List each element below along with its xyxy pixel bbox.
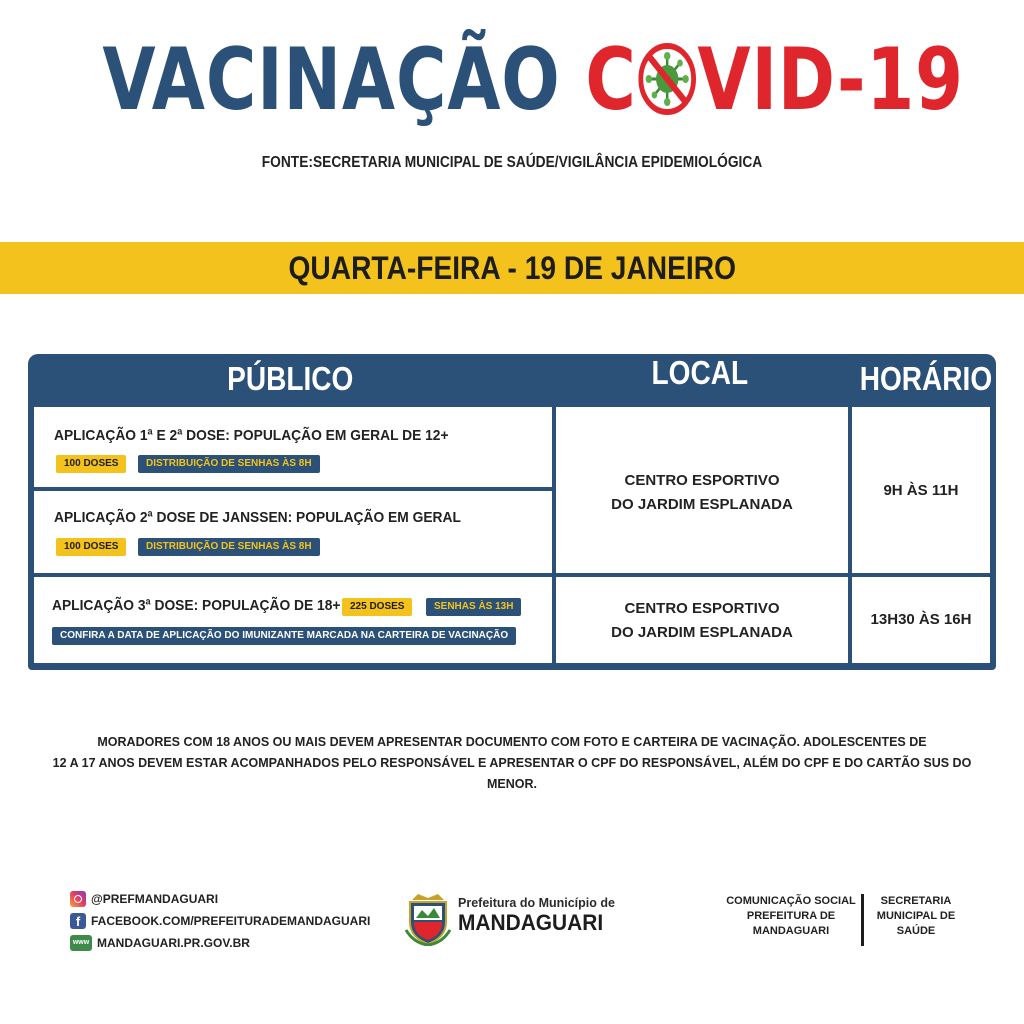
footer-divider bbox=[861, 894, 864, 946]
header-local: LOCAL bbox=[651, 354, 749, 391]
row-label: APLICAÇÃO 2ª DOSE DE JANSSEN: POPULAÇÃO EM GERAL bbox=[54, 509, 461, 526]
horario-text: 9H ÀS 11H bbox=[883, 482, 959, 499]
doses-badge: 100 DOSES bbox=[56, 455, 126, 473]
title-vacinacao: VACINAÇÃO bbox=[102, 30, 561, 130]
social-links bbox=[70, 888, 370, 954]
instagram-link[interactable]: @PREFMANDAGUARI bbox=[70, 888, 370, 910]
title-covid-c: C bbox=[585, 30, 637, 130]
crossed-virus-icon bbox=[638, 43, 696, 115]
row-label: APLICAÇÃO 3ª DOSE: POPULAÇÃO DE 18+ bbox=[52, 597, 341, 614]
facebook-link[interactable]: f FACEBOOK.COM/PREFEITURADEMANDAGUARI bbox=[70, 910, 370, 932]
date-band bbox=[0, 242, 1024, 294]
note-line-1: MORADORES COM 18 ANOS OU MAIS DEVEM APRESENTAR DOCUMENTO COM FOTO E CARTEIRA DE VACINAÇÃO. ADOLESCENTES DE bbox=[97, 735, 927, 749]
instagram-icon bbox=[70, 891, 86, 907]
row-label: APLICAÇÃO 1ª E 2ª DOSE: POPULAÇÃO EM GERAL DE 12+ bbox=[54, 427, 449, 444]
website-link[interactable]: www MANDAGUARI.PR.GOV.BR bbox=[70, 932, 370, 954]
brand-line-2: MANDAGUARI bbox=[458, 910, 604, 935]
table-row-3 bbox=[34, 577, 552, 663]
local-line: CENTRO ESPORTIVO bbox=[624, 600, 780, 617]
senhas-badge: DISTRIBUIÇÃO DE SENHAS ÀS 8H bbox=[138, 538, 320, 556]
prefeitura-logo bbox=[404, 890, 624, 946]
local-cell-2 bbox=[556, 577, 848, 663]
horario-cell-1 bbox=[852, 407, 990, 573]
header-publico: PÚBLICO bbox=[226, 360, 354, 397]
www-icon: www bbox=[70, 935, 92, 951]
horario-text: 13H30 ÀS 16H bbox=[870, 611, 972, 628]
comunicacao-social: COMUNICAÇÃO SOCIAL PREFEITURA DE MANDAGUARI bbox=[726, 895, 856, 937]
date-text: QUARTA-FEIRA - 19 DE JANEIRO bbox=[288, 250, 736, 286]
local-line: DO JARDIM ESPLANADA bbox=[611, 624, 793, 641]
doses-badge: 100 DOSES bbox=[56, 538, 126, 556]
note-line-2: 12 A 17 ANOS DEVEM ESTAR ACOMPANHADOS PELO RESPONSÁVEL E APRESENTAR O CPF DO RESPONSÁVEL, ALÉM DO CPF E DO CARTÃO SUS DO MENOR. bbox=[52, 756, 972, 791]
senhas-badge: SENHAS ÀS 13H bbox=[426, 598, 521, 616]
facebook-icon: f bbox=[70, 913, 86, 929]
brand-line-1: Prefeitura do Município de bbox=[458, 896, 615, 910]
table-row-2 bbox=[34, 491, 552, 573]
requirements-note bbox=[40, 732, 984, 795]
local-line: CENTRO ESPORTIVO bbox=[624, 472, 780, 489]
local-line: DO JARDIM ESPLANADA bbox=[611, 496, 793, 513]
senhas-badge: DISTRIBUIÇÃO DE SENHAS ÀS 8H bbox=[138, 455, 320, 473]
confira-badge: CONFIRA A DATA DE APLICAÇÃO DO IMUNIZANTE MARCADA NA CARTEIRA DE VACINAÇÃO bbox=[52, 627, 516, 645]
table-row-1 bbox=[34, 407, 552, 487]
horario-cell-2 bbox=[852, 577, 990, 663]
secretaria-saude: SECRETARIA MUNICIPAL DE SAÚDE bbox=[876, 895, 956, 937]
municipal-crest-icon bbox=[404, 890, 452, 946]
doses-badge: 225 DOSES bbox=[342, 598, 412, 616]
title-covid-rest: VID-19 bbox=[697, 30, 964, 130]
header-horario: HORÁRIO bbox=[859, 360, 993, 397]
schedule-table bbox=[28, 354, 996, 670]
page-title bbox=[102, 30, 964, 130]
local-cell-1 bbox=[556, 407, 848, 573]
source-line: FONTE:SECRETARIA MUNICIPAL DE SAÚDE/VIGILÂNCIA EPIDEMIOLÓGICA bbox=[261, 154, 763, 171]
